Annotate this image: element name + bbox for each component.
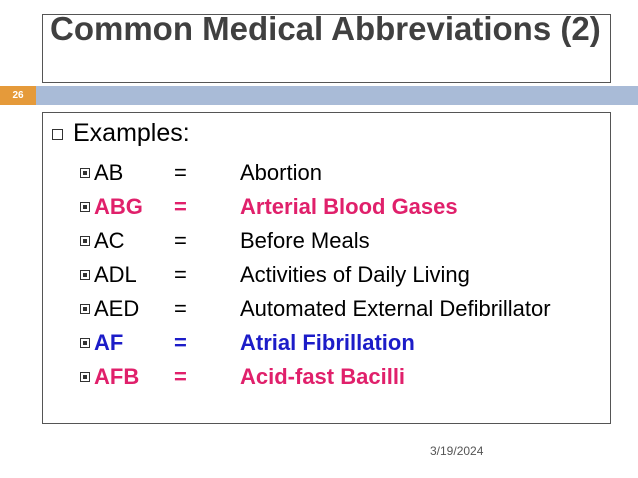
filled-square-bullet-icon xyxy=(80,338,90,348)
definition: Acid-fast Bacilli xyxy=(240,364,406,389)
filled-square-bullet-icon xyxy=(80,236,90,246)
definition: Abortion xyxy=(240,160,322,185)
filled-square-bullet-icon xyxy=(80,168,90,178)
filled-square-bullet-icon xyxy=(80,202,90,212)
list-item xyxy=(80,156,610,190)
equals-sign: = xyxy=(174,330,187,355)
equals-sign: = xyxy=(174,296,187,321)
definition: Before Meals xyxy=(240,228,370,253)
definition: Atrial Fibrillation xyxy=(240,330,415,355)
abbreviation: ABG xyxy=(94,194,143,219)
list-item xyxy=(80,360,610,394)
definition: Automated External Defibrillator xyxy=(240,296,551,321)
list-item xyxy=(80,258,610,292)
square-bullet-icon xyxy=(52,129,63,140)
page-number-badge: 26 xyxy=(0,86,36,105)
equals-sign: = xyxy=(174,364,187,389)
list-item xyxy=(80,292,610,326)
equals-sign: = xyxy=(174,160,187,185)
abbreviation: AED xyxy=(94,296,140,321)
filled-square-bullet-icon xyxy=(80,304,90,314)
equals-sign: = xyxy=(174,194,187,219)
list-item xyxy=(80,326,610,360)
list-item xyxy=(80,190,610,224)
definition: Activities of Daily Living xyxy=(240,262,470,287)
list-item xyxy=(80,224,610,258)
abbreviation: AC xyxy=(94,228,125,253)
abbreviation: AB xyxy=(94,160,124,185)
examples-heading-label: Examples: xyxy=(73,119,190,147)
abbreviation: AF xyxy=(94,330,124,355)
equals-sign: = xyxy=(174,228,187,253)
equals-sign: = xyxy=(174,262,187,287)
abbreviation: AFB xyxy=(94,364,140,389)
abbreviation: ADL xyxy=(94,262,137,287)
filled-square-bullet-icon xyxy=(80,372,90,382)
accent-bar xyxy=(0,86,638,105)
abbreviation-list xyxy=(80,156,610,394)
definition: Arterial Blood Gases xyxy=(240,194,458,219)
slide-date: 3/19/2024 xyxy=(430,444,484,458)
slide-title: Common Medical Abbreviations (2) xyxy=(50,10,601,47)
examples-heading xyxy=(52,119,190,148)
filled-square-bullet-icon xyxy=(80,270,90,280)
